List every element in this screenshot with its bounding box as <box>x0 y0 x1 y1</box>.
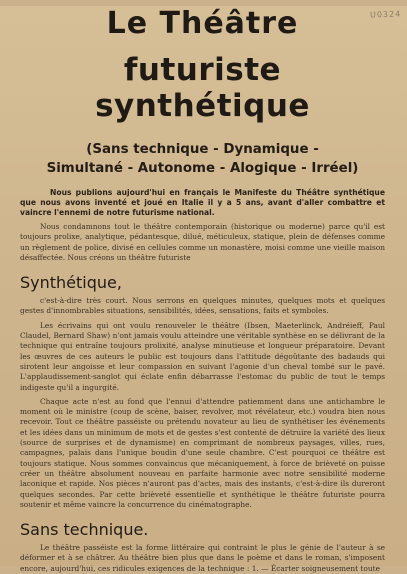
subtitle-line-1: (Sans technique - Dynamique - <box>86 142 319 157</box>
document-page <box>0 6 407 573</box>
intro-paragraph: Nous publions aujourd'hui en français le Manifeste du Théâtre synthétique que nous avons inventé et joué en Italie il y a 5 ans, avant d'aller combattre et vaincre l'ennemi de notre futurisme national. <box>20 188 385 217</box>
section-heading-sans-technique: Sans technique. <box>20 520 149 540</box>
subtitle-line-2: Simultané - Autonome - Alogique - Irréel) <box>46 161 359 176</box>
paragraph-5: Le théâtre passéiste est la forme littéraire qui contraint le plus le génie de l'auteur à se déformer et à se châtrer. Au théâtre bien plus que dans le poème et dans le roman, s'imposent encore, aujourd'hui, ces ridicules exigences de la technique : 1. — Écarter soigneusement toute <box>20 543 385 573</box>
paragraph-2: c'est-à-dire très court. Nous serrons en quelques minutes, quelques mots et quelques gestes d'innombrables situations, sensibilités, idées, sensations, faits et symboles. <box>20 296 385 316</box>
paragraph-3: Les écrivains qui ont voulu renouveler le théâtre (Ibsen, Maeterlinck, Andréieff, Paul Claudel, Bernard Shaw) n'ont jamais voulu atteindre une véritable synthèse en se délivrant de la technique qui entraîne toujours prolixité, analyse minutieuse et longueur préparatoire. Devant les œuvres de ces auteurs le public est toujours dans l'attitude dégoûtante des badauds qui sirotent leur angoisse et leur compassion en suivant l'agonie d'un cheval tombé sur le pavé. L'applaudissement-sanglot qui éclate enfin débarrasse l'estomac du public de tout le temps indigeste qu'il a ingurgité. <box>20 320 385 392</box>
paragraph-4: Chaque acte n'est au fond que l'ennui d'attendre patiemment dans une antichambre le moment où le ministre (coup de scène, baiser, revolver, mot révélateur, etc.) voudra bien nous recevoir. Tout ce théâtre passéiste ou prétendu novateur au lieu de synthétiser les événements et les idées dans un minimum de mots et de gestes s'est contenté de détruire la variété des lieux (source de surprises et de dynamisme) en comprimant de nombreux paysages, villes, rues, campagnes, palais dans l'unique boudin d'une seule chambre. C'est pourquoi ce théâtre est toujours statique. Nous sommes convaincus que mécaniquement, à force de brièveté on puisse créer un théâtre absolument nouveau en parfaite harmonie avec notre sensibilité moderne laconique et rapide. Nos pièces n'auront pas d'actes, mais des instants, c'est-à-dire ils dureront quelques secondes. Par cette brièveté essentielle et synthétique le théâtre futuriste pourra soutenir et même vaincre la concurrence du cinématographe. <box>20 396 385 509</box>
section-heading-synthetique: Synthétique, <box>20 273 122 293</box>
title-line-1: Le Théâtre <box>106 6 299 41</box>
reference-stamp: U0324 <box>369 9 402 20</box>
title-line-2: futuriste synthétique <box>95 52 310 124</box>
paragraph-1: Nous condamnons tout le théâtre contemporain (historique ou moderne) parce qu'il est toujours prolixe, analytique, pédantesque, dilué, méticuleux, statique, plein de défenses comme un règlement de police, divisé en cellules comme un monastère, moisi comme une vieille maison désaffectée. Nous créons un théâtre futuriste <box>20 222 385 262</box>
subtitle <box>20 140 385 178</box>
